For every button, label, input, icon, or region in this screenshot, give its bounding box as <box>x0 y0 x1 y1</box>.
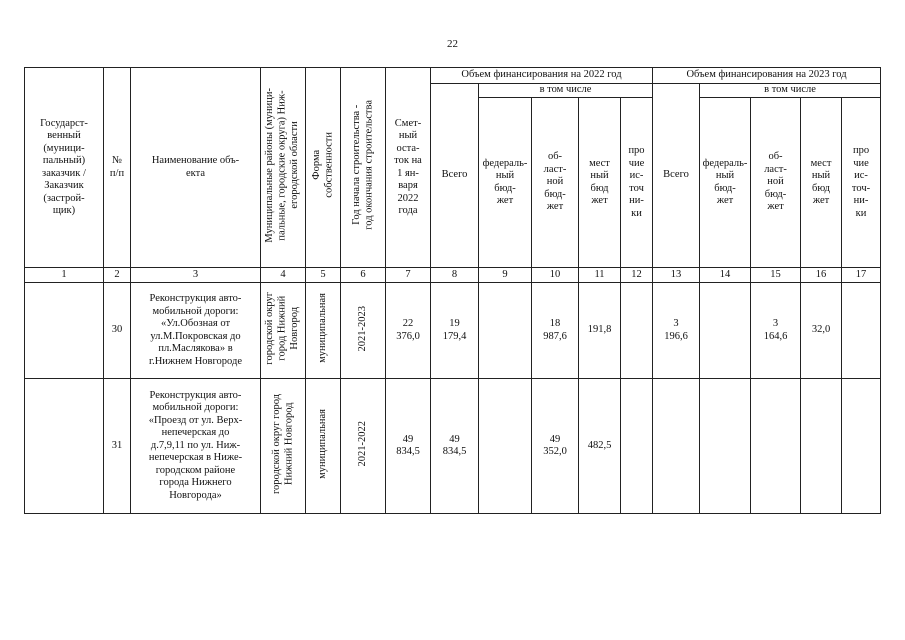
cell-index: 30 <box>104 283 131 379</box>
header-other-2022: про чие ис- точ ни- ки <box>621 98 653 268</box>
cell-municipality: городской округ город Нижний Новгород <box>261 283 306 379</box>
column-number: 2 <box>104 268 131 283</box>
cell-federal-2022 <box>479 283 532 379</box>
header-regional-2023: об- ласт- ной бюд- жет <box>751 98 801 268</box>
header-local-2023: мест ный бюд жет <box>801 98 842 268</box>
column-number: 6 <box>341 268 386 283</box>
header-ownership: Форма собственности <box>306 68 341 268</box>
cell-other-2022 <box>621 283 653 379</box>
cell-total-2023 <box>653 379 700 514</box>
header-municipality: Муниципальные районы (муници- пальные, городские округа) Ниж- егородской области <box>261 68 306 268</box>
header-regional-2022: об- ласт- ной бюд- жет <box>532 98 579 268</box>
cell-ownership: муниципальная <box>306 283 341 379</box>
header-customer: Государст- венный (муници- пальный) заказчик / Заказчик (застрой- щик) <box>25 68 104 268</box>
cell-regional-2022: 18 987,6 <box>532 283 579 379</box>
table-row <box>25 379 881 514</box>
column-number: 15 <box>751 268 801 283</box>
column-number: 10 <box>532 268 579 283</box>
header-estimate: Смет- ный оста- ток на 1 ян- варя 2022 года <box>386 68 431 268</box>
header-including-2022: в том числе <box>479 84 653 98</box>
financing-table <box>24 67 881 514</box>
column-number: 7 <box>386 268 431 283</box>
cell-other-2023 <box>842 379 881 514</box>
cell-regional-2023 <box>751 379 801 514</box>
header-index: № п/п <box>104 68 131 268</box>
cell-object-name: Реконструкция авто- мобильной дороги: «Проезд от ул. Верх- непечерская до д.7,9,11 по ул. Ниж- непечерская в Ниже- городском районе города Нижнего Новгорода» <box>131 379 261 514</box>
column-numbers-row <box>25 268 881 283</box>
header-total-2022: Всего <box>431 84 479 268</box>
cell-local-2022: 191,8 <box>579 283 621 379</box>
column-number: 1 <box>25 268 104 283</box>
column-number: 8 <box>431 268 479 283</box>
header-federal-2022: федераль- ный бюд- жет <box>479 98 532 268</box>
cell-local-2023: 32,0 <box>801 283 842 379</box>
cell-estimate: 49 834,5 <box>386 379 431 514</box>
cell-regional-2023: 3 164,6 <box>751 283 801 379</box>
column-number: 4 <box>261 268 306 283</box>
cell-municipality: городской округ город Нижний Новгород <box>261 379 306 514</box>
cell-years: 2021-2023 <box>341 283 386 379</box>
header-funding-2023: Объем финансирования на 2023 год <box>653 68 881 84</box>
cell-local-2023 <box>801 379 842 514</box>
cell-customer <box>25 379 104 514</box>
cell-federal-2022 <box>479 379 532 514</box>
cell-ownership: муниципальная <box>306 379 341 514</box>
cell-other-2023 <box>842 283 881 379</box>
column-number: 16 <box>801 268 842 283</box>
cell-local-2022: 482,5 <box>579 379 621 514</box>
cell-object-name: Реконструкция авто- мобильной дороги: «Ул.Обозная от ул.М.Покровская до пл.Маслякова» в г.Нижнем Новгороде <box>131 283 261 379</box>
cell-estimate: 22 376,0 <box>386 283 431 379</box>
column-number: 3 <box>131 268 261 283</box>
header-object-name: Наименование объ- екта <box>131 68 261 268</box>
cell-index: 31 <box>104 379 131 514</box>
column-number: 17 <box>842 268 881 283</box>
column-number: 14 <box>700 268 751 283</box>
header-years: Год начала строительства - год окончания строительства <box>341 68 386 268</box>
cell-years: 2021-2022 <box>341 379 386 514</box>
column-number: 12 <box>621 268 653 283</box>
cell-regional-2022: 49 352,0 <box>532 379 579 514</box>
cell-total-2022: 49 834,5 <box>431 379 479 514</box>
cell-customer <box>25 283 104 379</box>
header-total-2023: Всего <box>653 84 700 268</box>
header-federal-2023: федераль- ный бюд- жет <box>700 98 751 268</box>
cell-federal-2023 <box>700 379 751 514</box>
table-row <box>25 283 881 379</box>
column-number: 13 <box>653 268 700 283</box>
page-number: 22 <box>447 38 458 50</box>
column-number: 11 <box>579 268 621 283</box>
cell-other-2022 <box>621 379 653 514</box>
header-local-2022: мест ный бюд жет <box>579 98 621 268</box>
cell-federal-2023 <box>700 283 751 379</box>
header-funding-2022: Объем финансирования на 2022 год <box>431 68 653 84</box>
cell-total-2023: 3 196,6 <box>653 283 700 379</box>
column-number: 5 <box>306 268 341 283</box>
column-number: 9 <box>479 268 532 283</box>
cell-total-2022: 19 179,4 <box>431 283 479 379</box>
header-including-2023: в том числе <box>700 84 881 98</box>
header-other-2023: про чие ис- точ- ни- ки <box>842 98 881 268</box>
